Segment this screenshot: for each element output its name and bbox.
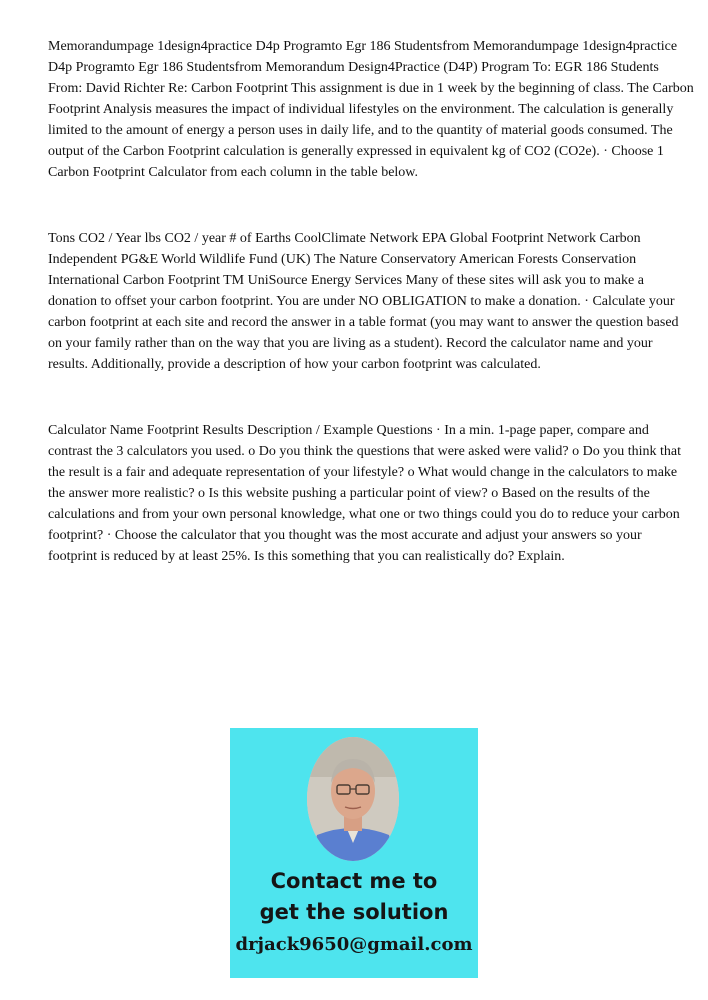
memo-paragraph-questions: [48, 420, 694, 567]
contact-email[interactable]: drjack9650@gmail.com: [235, 934, 473, 955]
memo-paragraph-intro: [48, 36, 694, 183]
cta-text: Contact me to: [270, 869, 438, 893]
cta-text: get the solution: [259, 900, 449, 924]
paragraph-text: Tons CO2 / Year lbs CO2 / year # of Earths CoolClimate Network EPA Global Footprint Network Carbon Independent PG&E World Wildlife Fund (UK) The Nature Conservatory American Forests Conservation International Carbon Footprint TM UniSource Energy Services Many of these sites will ask you to make a donation to offset your carbon footprint. You are under NO OBLIGATION to make a donation. · Calculate your carbon footprint at each site and record the answer in a table format (you may want to answer the question based on your family rather than on the way that you are living as a student). Record the calculator name and your results. Additionally, provide a description of how your carbon footprint was calculated.: [48, 231, 679, 372]
paragraph-text: Calculator Name Footprint Results Description / Example Questions · In a min. 1-page paper, compare and contrast the 3 calculators you used. o Do you think the questions that were asked were valid? o Do you think that the result is a fair and adequate representation of your lifestyle? o What would change in the calculators to make the answer more realistic? o Is this website pushing a particular point of view? o Based on the results of the calculations and from your own personal knowledge, what one or two things could you do to reduce your carbon footprint? · Choose the calculator that you thought was the most accurate and adjust your answers so your footprint is reduced by at least 25%. Is this something that you can realistically do? Explain.: [48, 423, 681, 564]
paragraph-text: Memorandumpage 1design4practice D4p Programto Egr 186 Studentsfrom Memorandumpage 1design4practice D4p Programto Egr 186 Studentsfrom Memorandum Design4Practice (D4P) Program To: EGR 186 Students From: David Richter Re: Carbon Footprint This assignment is due in 1 week by the beginning of class. The Carbon Footprint Analysis measures the impact of individual lifestyles on the environment. The calculation is generally limited to the amount of energy a person uses in daily life, and to the quantity of material goods consumed. The output of the Carbon Footprint calculation is generally expressed in equivalent kg of CO2 (CO2e). · Choose 1 Carbon Footprint Calculator from each column in the table below.: [48, 39, 694, 180]
avatar: [307, 737, 399, 861]
memo-paragraph-calculators: [48, 228, 694, 375]
contact-promo-banner[interactable]: [230, 728, 478, 978]
person-portrait-icon: [307, 737, 399, 861]
